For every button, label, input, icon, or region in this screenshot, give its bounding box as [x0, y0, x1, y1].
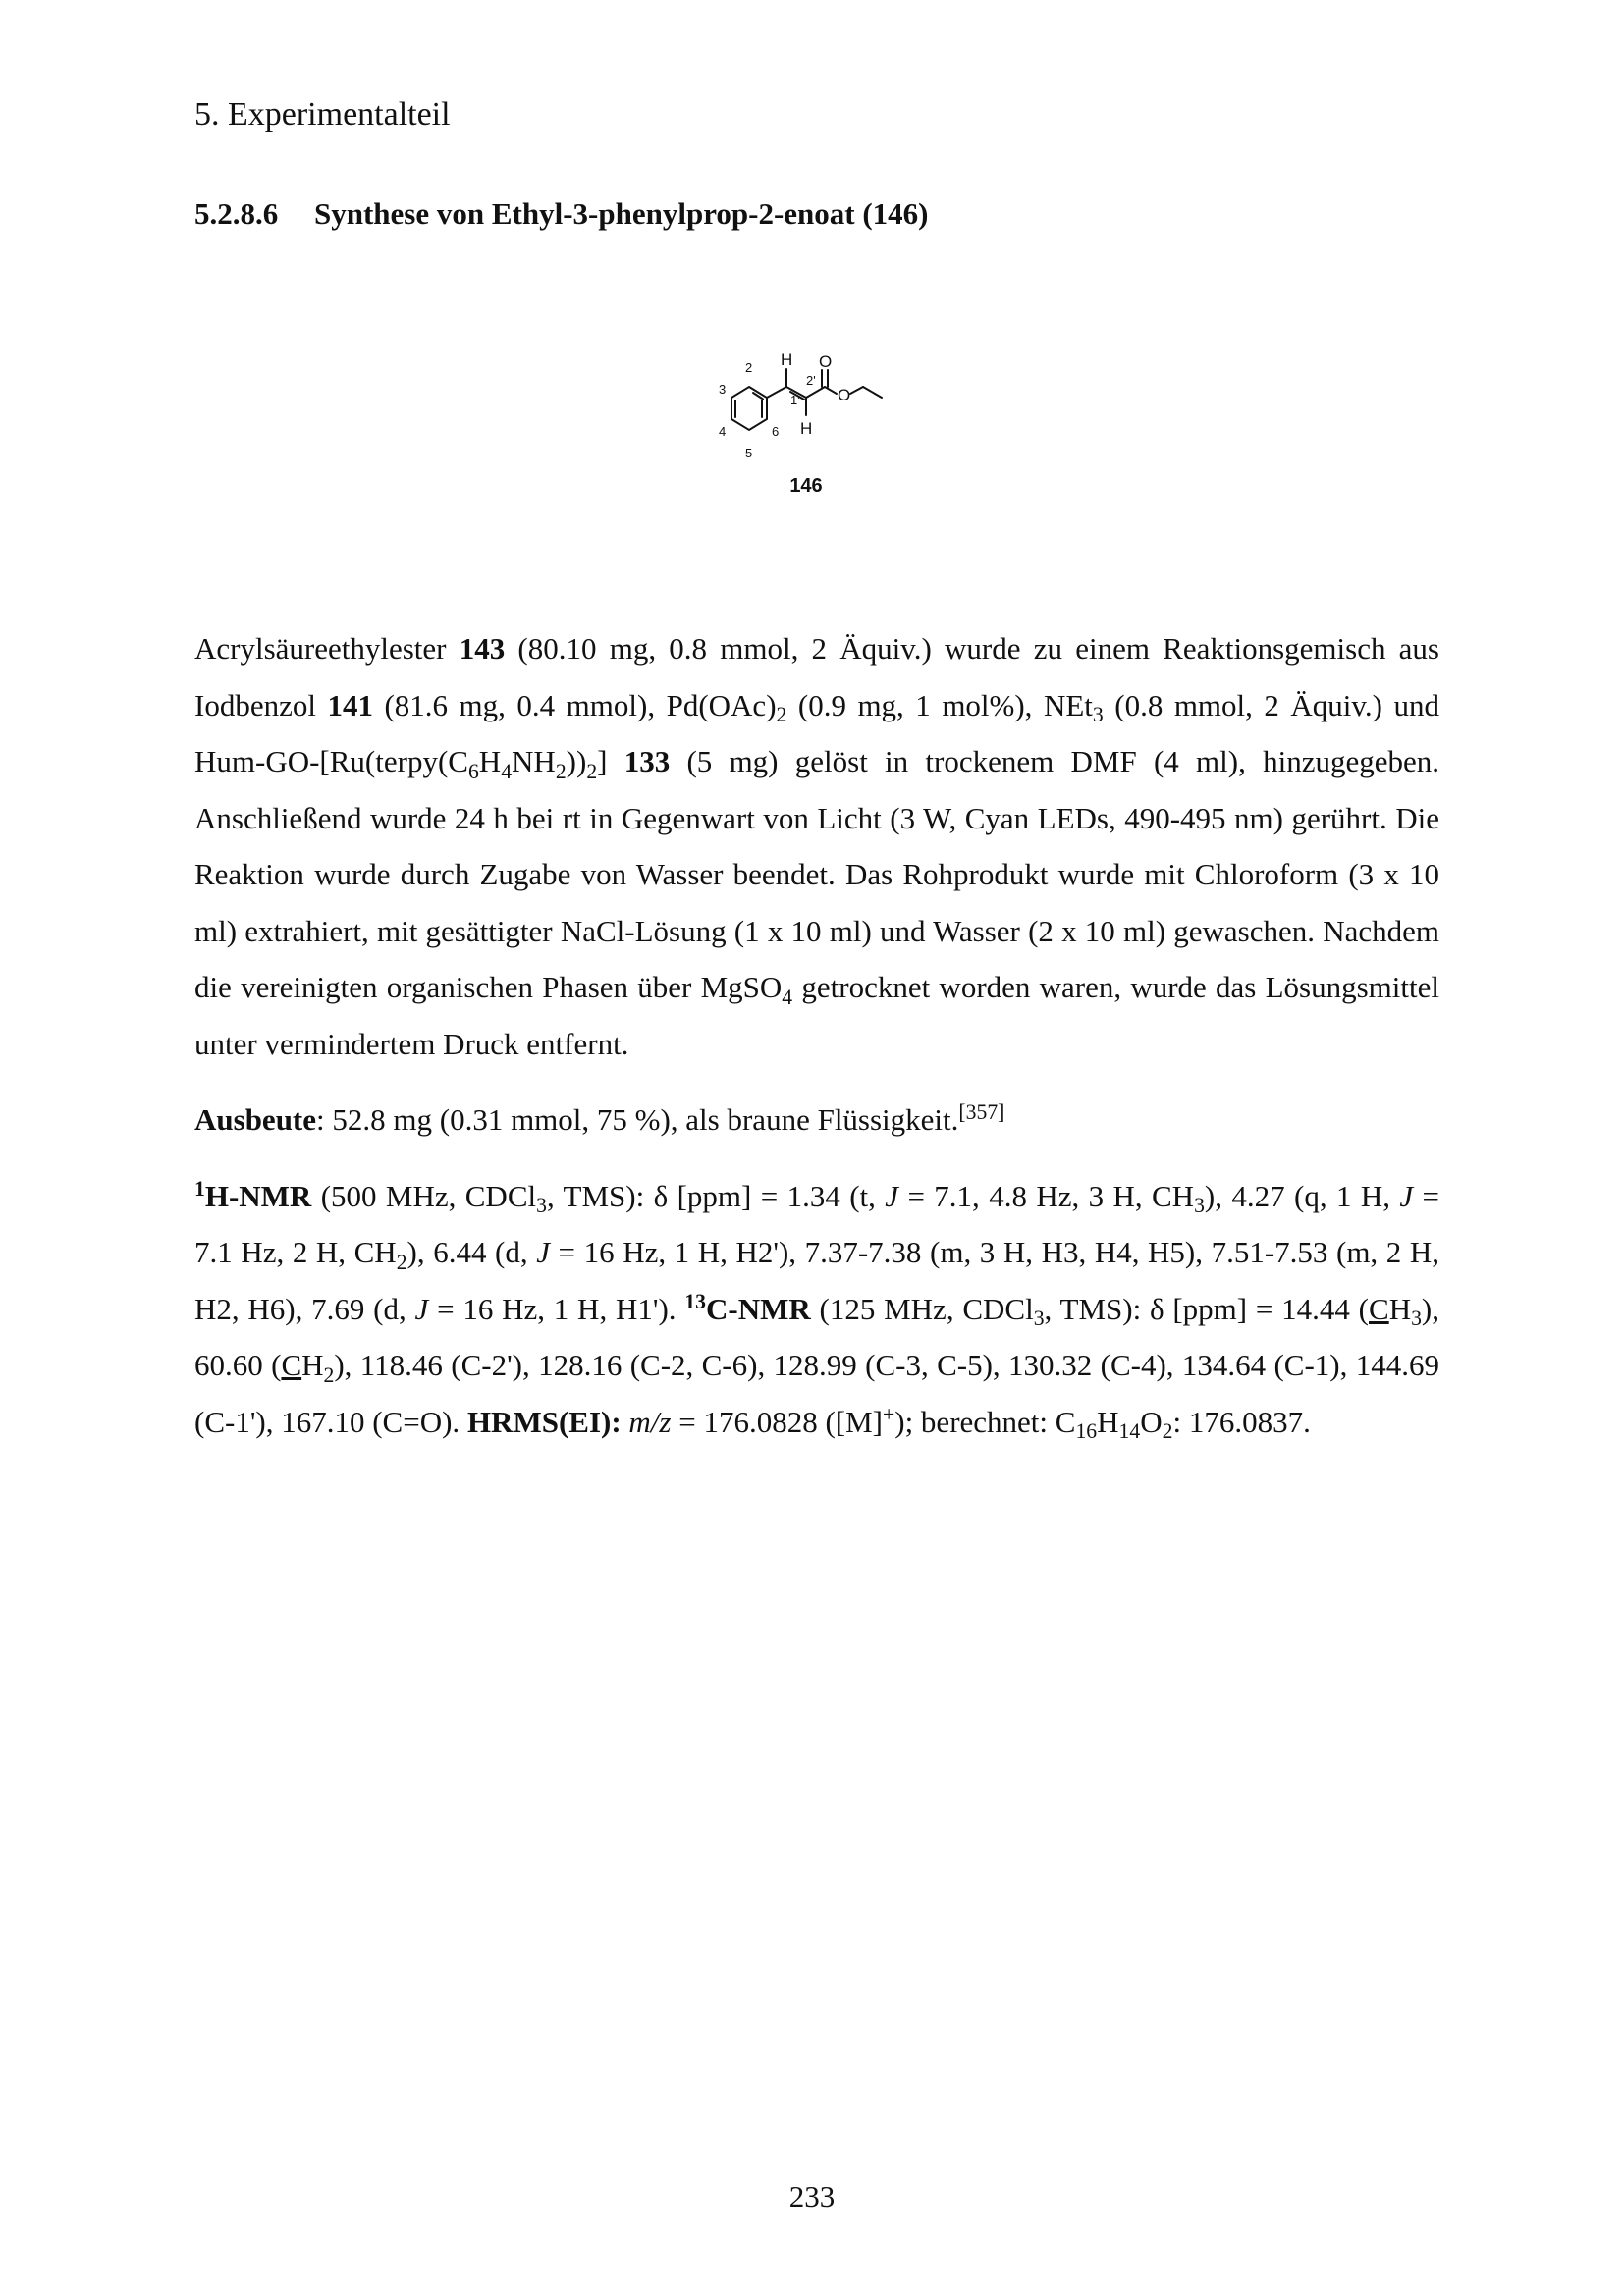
- locant-1p: 1': [790, 393, 800, 407]
- bond-ch2-ch3: [863, 387, 882, 398]
- locant-2: 2: [745, 360, 753, 375]
- bond-o-ch2: [850, 387, 863, 394]
- locant-2p: 2': [806, 373, 816, 388]
- locant-5: 5: [745, 446, 753, 460]
- section-title: [194, 196, 929, 232]
- yield-paragraph: Ausbeute: 52.8 mg (0.31 mmol, 75 %), als braune Flüssigkeit.[357]: [194, 1100, 1005, 1137]
- locant-4: 4: [719, 424, 727, 439]
- procedure-paragraph: Acrylsäureethylester 143 (80.10 mg, 0.8 mmol, 2 Äquiv.) wurde zu einem Reaktionsgemisch aus Iodbenzol 141 (81.6 mg, 0.4 mmol), $Pd(OAc)_2$ (0.9 mg, 1 mol%), NEt$_3$ (0.8 mmol, 2 Äquiv.) und Hum-$GO-[Ru(terpy(C_6H_4NH_2))_2]$ 133 (5 mg) gelöst in trockenem DMF (4 ml), hinzugegeben. Anschließend wurde 24 h bei rt in Gegenwart von Licht (3 W, Cyan LEDs, 490-495 nm) gerührt. Die Reaktion wurde durch Zugabe von Wasser beendet. Das Rohprodukt wurde mit Chloroform (3 x 10 ml) extrahiert, mit gesättigter NaCl-Lösung (1 x 10 ml) und Wasser (2 x 10 ml) gewaschen. Nachdem die vereinigten organischen Phasen über MgSO$_4$ getrocknet worden waren, wurde das Lösungsmittel unter vermindertem Druck entfernt.: [194, 631, 1439, 1061]
- citation-ref: [357]: [958, 1100, 1005, 1125]
- nmr-paragraph: $^1$H-NMR (500 MHz, CDCl$_3$, TMS): δ [ppm] = 1.34 (t, J = 7.1, 4.8 Hz, 3 H, $CH_3$), 4.27 (q, 1 H, J = 7.1 Hz, 2 H, $CH_2$), 6.44 (d, J = 16 Hz, 1 H, H2'), 7.37-7.38 (m, 3 H, H3, H4, H5), 7.51-7.53 (m, 2 H, H2, H6), 7.69 (d, J = 16 Hz, 1 H, H1'). $^{13}$C-NMR (125 MHz, CDCl$_3$, TMS): δ [ppm] = 14.44 $(CH_3)$, 60.60 $(CH_2)$, 118.46 (C-2'), 128.16 (C-2, C-6), 128.99 (C-3, C-5), 130.32 (C-4), 134.64 (C-1), 144.69 (C-1'), 167.10 (C=O). HRMS(EI): m/z = 176.0828 ([M]+); berechnet: $C_{16}H_{14}O_2$: 176.0837.: [194, 1176, 1440, 1443]
- compound-number: 146: [789, 475, 823, 497]
- bond-c-o-ester: [825, 387, 837, 394]
- locant-6: 6: [772, 424, 780, 439]
- atom-o-ester: O: [838, 386, 851, 404]
- page-number: 233: [788, 2179, 836, 2214]
- locant-3: 3: [719, 382, 727, 397]
- chapter-header: 5. Experimentalteil: [194, 96, 451, 133]
- body-text: [194, 620, 1439, 1450]
- atom-o-carbonyl: O: [819, 352, 833, 371]
- section-number: 5.2.8.6: [194, 196, 279, 231]
- atom-h-bottom: H: [800, 419, 813, 438]
- yield-label: Ausbeute: [194, 1102, 317, 1137]
- bond-ring-c1p: [767, 387, 786, 398]
- bond-c2p-carbonyl: [806, 387, 825, 398]
- atom-h-top: H: [781, 350, 793, 369]
- chemical-structure: [677, 324, 972, 510]
- section-title-text: Synthese von Ethyl-3-phenylprop-2-enoat (146): [314, 196, 929, 231]
